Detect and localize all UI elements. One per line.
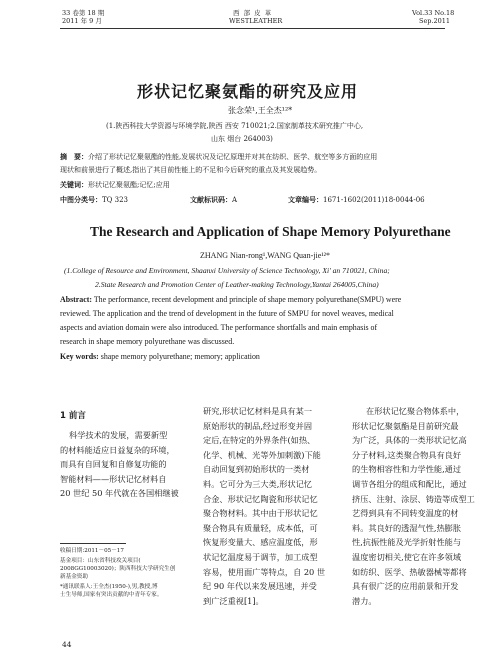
fund-line-2: 2008GG10003020)；陕西科技大学研究生创 — [60, 566, 176, 572]
affiliation-cn-line1: (1.陕西科技大学资源与环境学院,陕西 西安 710021;2.国家制革技术研究推广中心, — [106, 122, 364, 130]
footnote — [60, 547, 195, 599]
authors-en: ZHANG Nian-rong¹,WANG Quan-jie¹²* — [200, 251, 331, 260]
keywords-cn: 关键词：形状记忆聚氨酯;记忆;应用 — [60, 181, 170, 189]
keywords-cn-label: 关键词： — [60, 181, 88, 189]
author-note-1: *通讯联系人:王全杰(1950-),男,教授,博 — [60, 584, 158, 590]
abstract-en-line2: reviewed. The application and the trend of development in the future of SMPU for novel weaves, medical — [60, 309, 394, 318]
body-line: 料。其良好的透湿气性,热膨胀 — [352, 522, 462, 533]
body-line: 聚合物具有质量轻，成本低，可 — [203, 522, 318, 533]
body-line: 容易，使用面广等特点，自 20 世 — [203, 566, 326, 577]
journal-date: 2011 年 9 月 — [62, 17, 102, 25]
body-line: 分子材料,这类聚合物具有良好 — [352, 449, 462, 460]
body-line: 如纺织、医学、热敏器械等都将 — [352, 566, 467, 577]
body-column-3 — [352, 404, 486, 608]
date-en: Sep.2011 — [419, 17, 451, 25]
body-line: 状记忆温度易于调节，加工成型 — [203, 551, 318, 562]
body-line: 艺得到具有不同转变温度的材 — [352, 508, 459, 519]
body-line: 料。它可分为三大类,形状记忆 — [203, 478, 313, 489]
title-en: The Research and Application of Shape Memory Polyurethane — [90, 224, 451, 239]
body-line: 20 世纪 50 年代就在各国相继被 — [60, 488, 179, 499]
body-line: 挤压、注射、涂层、铸造等成型工 — [352, 493, 475, 504]
body-line: 潜力。 — [352, 595, 377, 606]
document-code: 文献标识码：A — [190, 196, 238, 204]
body-line: 为广泛，具体的一类形状记忆高 — [352, 435, 467, 446]
section-heading: 1 前言 — [60, 411, 86, 421]
abstract-cn-line2: 现状和前景进行了概述,指出了其目前性能上的不足和今后研究的重点及其发展趋势。 — [60, 166, 322, 174]
keywords-en: Key words: shape memory polyurethane; memory; application — [60, 352, 260, 361]
author-note-2: 士生导师,国家有突出贡献的中青年专家。 — [60, 592, 163, 598]
body-line: 智能材料——形状记忆材料自 — [60, 473, 167, 484]
header-rule — [60, 28, 445, 29]
abstract-en-line1: Abstract: The performance, recent development and principle of shape memory polyurethane(SMPU) were — [60, 295, 402, 304]
body-line: 纪 90 年代以来发展迅速，并受 — [203, 581, 317, 592]
body-line: 在形状记忆聚合物体系中， — [366, 406, 465, 416]
journal-volume: 33 卷第 18 期 — [62, 9, 105, 17]
body-line: 合金、形状记忆陶瓷和形状记忆 — [203, 493, 318, 504]
received-date: 收稿日期:2011－05－17 — [60, 548, 124, 554]
authors-cn: 张念荣¹,王全杰¹²* — [228, 106, 293, 115]
affiliation-en-line2: 2.State Research and Promotion Center of Leather-making Technology,Yantai 264005,China) — [95, 280, 379, 289]
body-column-2 — [203, 404, 337, 608]
body-line: 调节各组分的组成和配比，通过 — [352, 478, 467, 489]
body-line: 温度密切相关,使它在许多领域 — [352, 551, 462, 562]
body-line: 的材料能适应日益复杂的环境， — [60, 444, 175, 455]
page-number: 44 — [62, 640, 72, 649]
abstract-en-line4: research in shape memory polyurethane was discussed. — [60, 337, 235, 346]
journal-name-cn: 西 部 皮 革 — [233, 9, 273, 17]
body-line: 形状记忆聚氨酯是目前研究最 — [352, 420, 459, 431]
fund-line-1: 基金项目：山东省科技攻关项目( — [60, 558, 141, 564]
abstract-cn-label: 摘 要： — [60, 153, 88, 161]
body-line: 科学技术的发展，需要新型 — [69, 430, 168, 440]
body-line: 的生物相容性和力学性能,通过 — [352, 464, 462, 475]
clc-number: 中图分类号：TQ 323 — [60, 196, 128, 204]
body-line: 到广泛重视[1]。 — [203, 595, 264, 606]
title-cn: 形状记忆聚氨酯的研究及应用 — [137, 82, 359, 101]
article-number: 文章编号：1671-1602(2011)18-0044-06 — [288, 196, 425, 204]
body-column-1 — [60, 428, 195, 501]
body-line: 研究,形状记忆材料是具有某一 — [203, 406, 313, 416]
fund-line-3: 新基金资助 — [60, 574, 88, 580]
abstract-cn-line1: 摘 要：介绍了形状记忆聚氨酯的性能,发展状况及记忆原理并对其在纺织、医学、航空等多方面的应用 — [60, 153, 378, 161]
abstract-en-line3: aspects and aviation domain were also introduced. The performance shortfalls and main emphasis of — [60, 323, 378, 332]
body-line: 原始形状的制品,经过形变并固 — [203, 420, 313, 431]
body-line: 定后,在特定的外界条件(如热、 — [203, 435, 316, 446]
journal-name-en: WESTLEATHER — [229, 17, 283, 25]
body-line: 性,抗振性能及光学折射性能与 — [352, 537, 462, 548]
footnote-rule — [60, 543, 126, 544]
body-line: 化学、机械、光等外加刺激)下能 — [203, 449, 321, 460]
body-line: 具有很广泛的应用前景和开发 — [352, 581, 459, 592]
body-line: 自动回复到初始形状的一类材 — [203, 464, 310, 475]
volume-number-en: Vol.33 No.18 — [412, 9, 455, 17]
affiliation-cn-line2: 山东 烟台 264003) — [211, 135, 273, 143]
body-line: 而具有自回复和自修复功能的 — [60, 459, 167, 470]
keywords-en-label: Key words: — [60, 352, 99, 361]
body-line: 聚合物材料。其中由于形状记忆 — [203, 508, 318, 519]
affiliation-en-line1: (1.College of Resource and Environment, Shaanxi University of Science Technology, Xi' an 710021, China; — [64, 266, 390, 275]
abstract-en-label: Abstract: — [60, 295, 92, 304]
body-line: 恢复形变量大、感应温度低，形 — [203, 537, 318, 548]
